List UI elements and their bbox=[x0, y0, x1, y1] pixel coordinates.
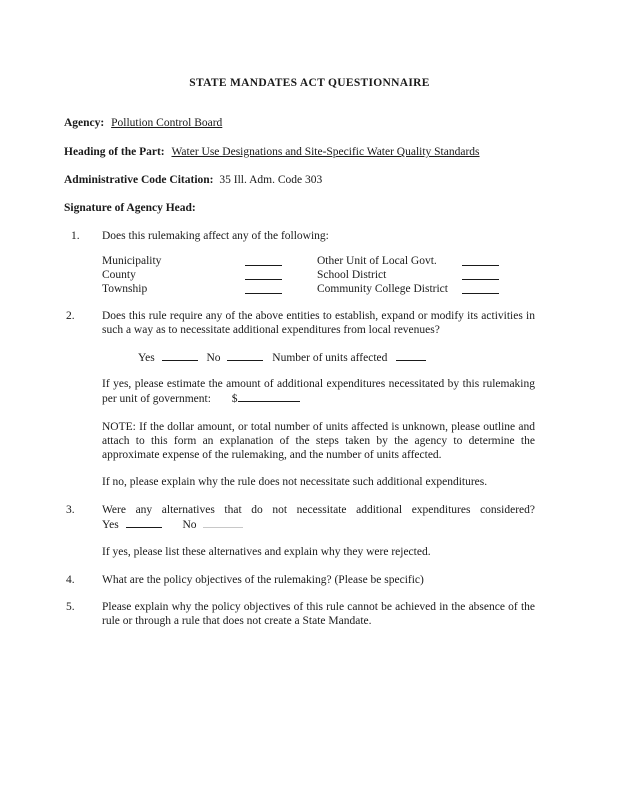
q5-text: Please explain why the policy objectives of this rule cannot be achieved in the absence of the rule or through a rule that does not create a State Mandate. bbox=[102, 601, 535, 627]
q2-yes-label: Yes bbox=[138, 352, 155, 364]
q2-yes-blank[interactable] bbox=[162, 350, 198, 361]
q1-text: Does this rulemaking affect any of the following: bbox=[102, 230, 329, 242]
other-unit-blank[interactable] bbox=[462, 265, 499, 266]
q3-yes-label: Yes bbox=[102, 519, 119, 531]
citation-line bbox=[64, 173, 322, 187]
heading-label: Heading of the Part: bbox=[64, 146, 165, 158]
heading-value: Water Use Designations and Site-Specific Water Quality Standards bbox=[171, 146, 480, 158]
entity-municipality: Municipality bbox=[102, 255, 162, 267]
q2-estimate bbox=[102, 377, 535, 406]
q4-text: What are the policy objectives of the rulemaking? (Please be specific) bbox=[102, 574, 424, 586]
q2-units-label: Number of units affected bbox=[272, 352, 388, 364]
q3-no-blank[interactable] bbox=[203, 517, 243, 528]
q2-note: NOTE: If the dollar amount, or total number of units affected is unknown, please outline and attach to this form an explanation of the steps taken by the agency to determine the approximate expense of the rulemaking, and the number of units affected. bbox=[102, 421, 535, 461]
q3-answer-line bbox=[102, 517, 243, 532]
q2-text: Does this rule require any of the above entities to establish, expand or modify its activities in such a way as to necessitate additional expenditures from local revenues? bbox=[102, 310, 535, 336]
q3-followup: If yes, please list these alternatives and explain why they were rejected. bbox=[102, 546, 431, 558]
citation-label: Administrative Code Citation: bbox=[64, 174, 214, 186]
q3-text: Were any alternatives that do not necessitate additional expenditures considered? bbox=[102, 504, 535, 516]
q2-no-label: No bbox=[206, 352, 221, 364]
school-district-blank[interactable] bbox=[462, 279, 499, 280]
entity-township: Township bbox=[102, 283, 148, 295]
q3-yes-blank[interactable] bbox=[126, 517, 162, 528]
township-blank[interactable] bbox=[245, 293, 282, 294]
agency-label: Agency: bbox=[64, 117, 105, 129]
entity-county: County bbox=[102, 269, 136, 281]
q2-if-no: If no, please explain why the rule does not necessitate such additional expenditures. bbox=[102, 476, 488, 488]
q2-answer-line bbox=[138, 350, 426, 365]
q4-number: 4. bbox=[66, 574, 75, 586]
q2-estimate-text: If yes, please estimate the amount of additional expenditures necessitated by this rulemaking per unit of government: bbox=[102, 378, 535, 405]
q2-dollar-blank[interactable] bbox=[238, 391, 300, 402]
q5-number: 5. bbox=[66, 601, 75, 613]
q2-number: 2. bbox=[66, 310, 75, 322]
agency-line bbox=[64, 116, 222, 130]
municipality-blank[interactable] bbox=[245, 265, 282, 266]
entity-other-unit: Other Unit of Local Govt. bbox=[317, 255, 437, 267]
signature-label: Signature of Agency Head: bbox=[64, 202, 196, 214]
county-blank[interactable] bbox=[245, 279, 282, 280]
citation-value: 35 Ill. Adm. Code 303 bbox=[219, 174, 323, 186]
community-college-blank[interactable] bbox=[462, 293, 499, 294]
q3-number: 3. bbox=[66, 504, 75, 516]
heading-line bbox=[64, 145, 480, 159]
agency-value: Pollution Control Board bbox=[111, 117, 223, 129]
entity-community-college: Community College District bbox=[317, 283, 448, 295]
q2-no-blank[interactable] bbox=[227, 350, 263, 361]
q2-dollar-sign: $ bbox=[231, 393, 238, 405]
q3-no-label: No bbox=[182, 519, 197, 531]
page-title: STATE MANDATES ACT QUESTIONNAIRE bbox=[189, 77, 430, 89]
q1-number: 1. bbox=[71, 230, 80, 242]
q2-units-blank[interactable] bbox=[396, 350, 426, 361]
entity-school-district: School District bbox=[317, 269, 387, 281]
